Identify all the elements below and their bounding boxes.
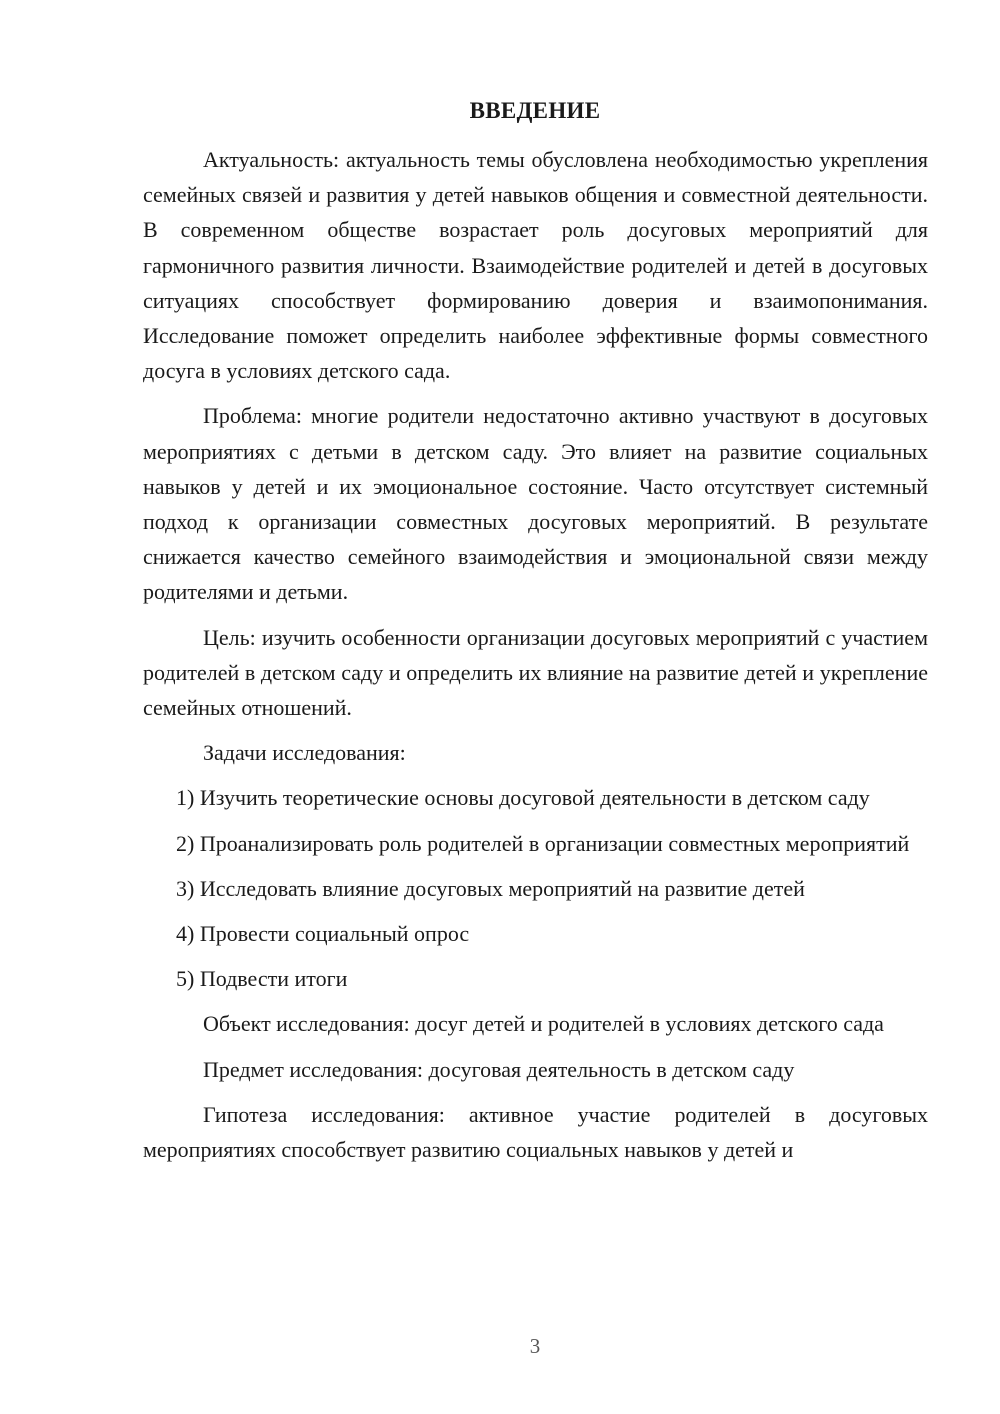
tasks-heading: Задачи исследования:	[203, 740, 406, 766]
paragraph-relevance: Актуальность: актуальность темы обусловлена необходимостью укрепления семейных связей и развития у детей навыков общения и совместной деятельности. В современном обществе возрастает роль досуговых мероприятий для гармоничного развития личности. Взаимодействие родителей и детей в досуговых ситуациях способствует формированию доверия и взаимопонимания. Исследование поможет определить наиболее эффективные формы совместного досуга в условиях детского сада.	[143, 147, 928, 384]
paragraph-goal: Цель: изучить особенности организации досуговых мероприятий с участием родителей в детском саду и определить их влияние на развитие детей и укрепление семейных отношений.	[143, 624, 928, 721]
paragraph-hypothesis: Гипотеза исследования: активное участие родителей в досуговых мероприятиях способствует развитию социальных навыков у детей и	[143, 1101, 928, 1163]
list-item: 3) Исследовать влияние досуговых мероприятий на развитие детей	[176, 875, 805, 901]
page-number: 3	[529, 1334, 541, 1358]
page-body	[143, 142, 928, 1177]
list-item: 2) Проанализировать роль родителей в организации совместных мероприятий	[176, 830, 910, 856]
paragraph-object: Объект исследования: досуг детей и родителей в условиях детского сада	[203, 1011, 884, 1037]
list-item: 1) Изучить теоретические основы досуговой деятельности в детском саду	[176, 785, 870, 811]
paragraph-subject: Предмет исследования: досуговая деятельность в детском саду	[203, 1056, 795, 1082]
paragraph-problem: Проблема: многие родители недостаточно активно участвуют в досуговых мероприятиях с детьми в детском саду. Это влияет на развитие социальных навыков у детей и их эмоциональное состояние. Часто отсутствует системный подход к организации совместных досуговых мероприятий. В результате снижается качество семейного взаимодействия и эмоциональной связи между родителями и детьми.	[143, 403, 928, 605]
list-item: 5) Подвести итоги	[176, 966, 348, 992]
section-title: ВВЕДЕНИЕ	[469, 98, 601, 123]
list-item: 4) Провести социальный опрос	[176, 921, 470, 947]
